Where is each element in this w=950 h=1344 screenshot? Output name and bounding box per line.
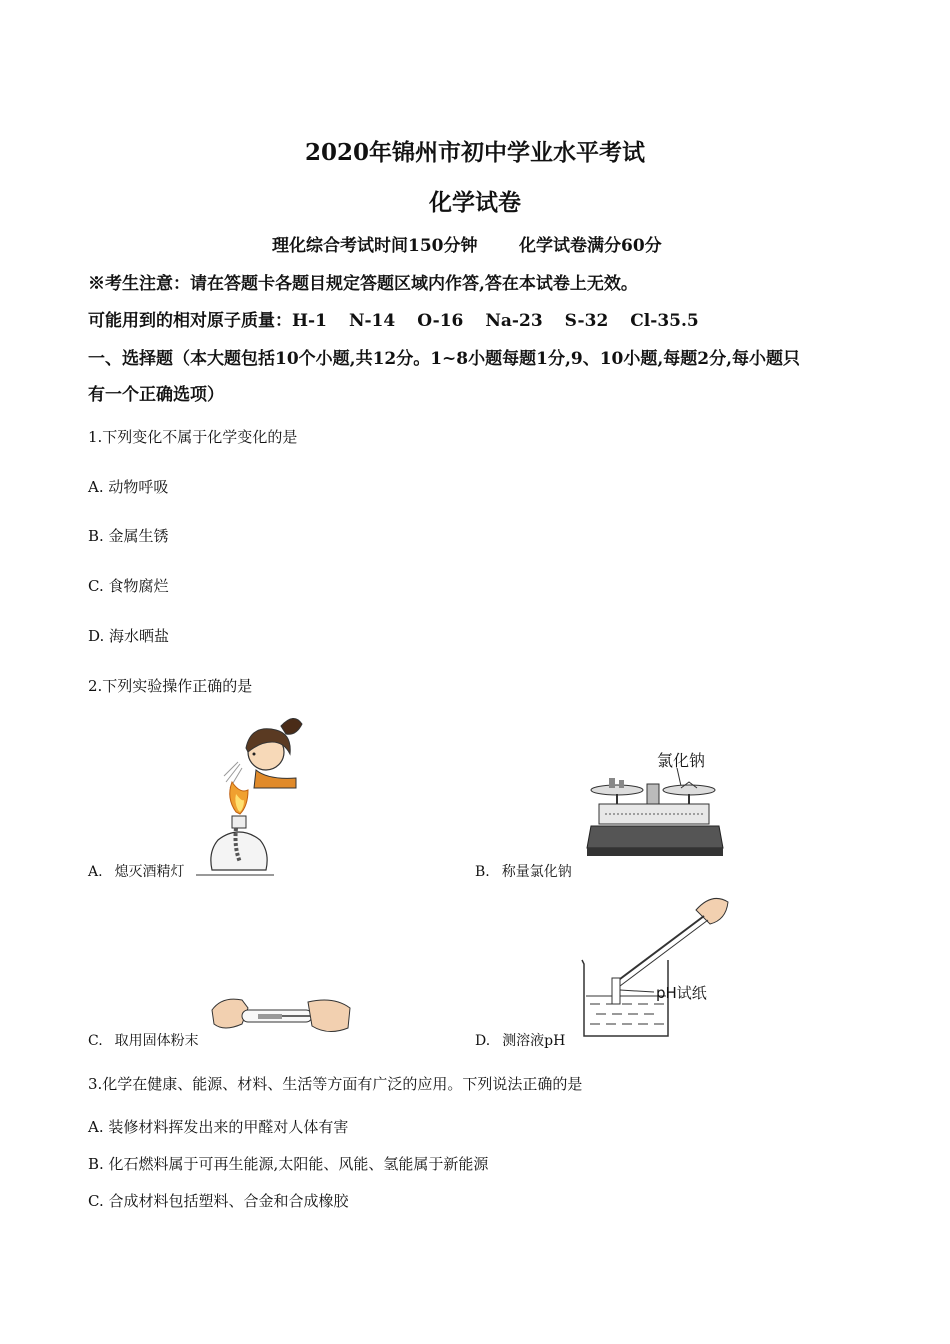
q2-option-b: B. 称量氯化钠 xyxy=(475,864,572,880)
exam-score-info: 化学试卷满分60分 xyxy=(519,236,662,256)
atomic-mass-label: 可能用到的相对原子质量： xyxy=(88,311,292,331)
q3-option-a: A. 装修材料挥发出来的甲醛对人体有害 xyxy=(88,1118,349,1136)
atomic-mass-item: S-32 xyxy=(564,311,609,331)
exam-time-info: 理化综合考试时间150分钟 xyxy=(272,236,478,256)
balance-illustration xyxy=(585,748,725,860)
q1-option-c: C. 食物腐烂 xyxy=(88,577,169,595)
ph-test-illustration xyxy=(576,890,736,1040)
page-title: 2020年锦州市初中学业水平考试 xyxy=(304,139,645,166)
q1-option-d: D. 海水晒盐 xyxy=(88,627,170,645)
q2-option-a: A. 熄灭酒精灯 xyxy=(88,864,185,880)
question-3-stem: 3.化学在健康、能源、材料、生活等方面有广泛的应用。下列说法正确的是 xyxy=(88,1075,583,1093)
q2-option-c: C. 取用固体粉末 xyxy=(88,1033,199,1049)
ph-paper-label: pH试纸 xyxy=(656,984,707,1002)
atomic-mass-item: N-14 xyxy=(348,311,396,331)
q1-option-b: B. 金属生锈 xyxy=(88,527,169,545)
section-heading: 一、选择题（本大题包括10个小题,共12分。1~8小题每题1分,9、10小题,每题2分,每小题只 xyxy=(88,349,801,369)
atomic-mass-item: Cl-35.5 xyxy=(630,311,699,331)
q3-option-b: B. 化石燃料属于可再生能源,太阳能、风能、氢能属于新能源 xyxy=(88,1155,489,1173)
alcohol-lamp-illustration xyxy=(196,712,311,877)
exam-notice: ※考生注意：请在答题卡各题目规定答题区域内作答,答在本试卷上无效。 xyxy=(88,274,638,294)
balance-label: 氯化钠 xyxy=(657,751,706,770)
atomic-mass-item: Na-23 xyxy=(485,311,543,331)
page-subtitle: 化学试卷 xyxy=(429,189,521,216)
question-1-stem: 1.下列变化不属于化学变化的是 xyxy=(88,428,298,446)
atomic-mass-line xyxy=(88,306,699,331)
q2-option-d: D. 测溶液pH xyxy=(475,1033,566,1049)
atomic-mass-item: O-16 xyxy=(417,311,464,331)
test-tube-powder-illustration xyxy=(212,990,352,1042)
atomic-mass-item: H-1 xyxy=(292,311,327,331)
q3-option-c: C. 合成材料包括塑料、合金和合成橡胶 xyxy=(88,1192,349,1210)
question-2-stem: 2.下列实验操作正确的是 xyxy=(88,677,253,695)
section-heading-cont: 有一个正确选项） xyxy=(88,385,224,405)
q1-option-a: A. 动物呼吸 xyxy=(88,478,169,496)
